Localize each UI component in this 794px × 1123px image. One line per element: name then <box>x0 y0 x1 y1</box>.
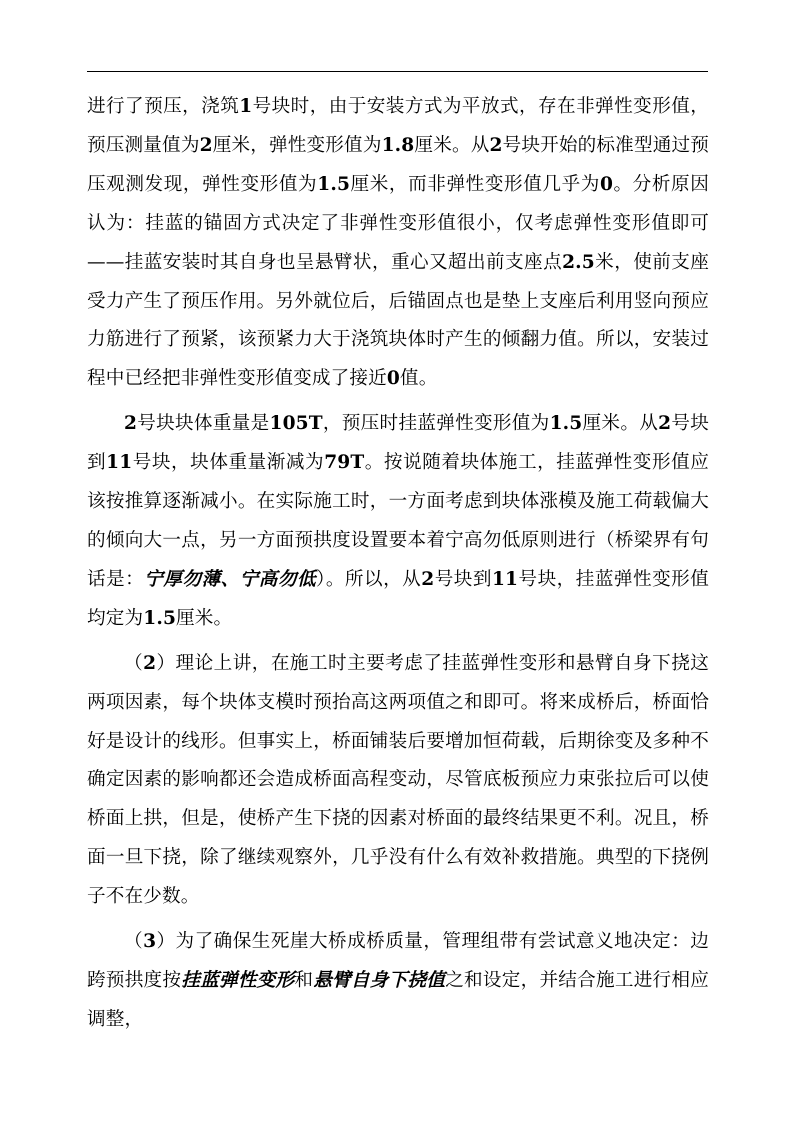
emphasis-text: 悬臂自身下挠值 <box>313 969 446 991</box>
number-text: 105T <box>269 413 323 435</box>
text-run: 进行了预压，浇筑 <box>87 96 240 117</box>
number-text: 2 <box>658 413 672 435</box>
number-text: 2 <box>124 413 138 435</box>
text-run: 厘米。 <box>176 607 233 629</box>
paragraph-2 <box>87 405 709 638</box>
text-run: ，预压时挂蓝弹性变形值为 <box>322 413 550 435</box>
number-text: 1.5 <box>143 607 177 629</box>
number-text: 2.5 <box>562 251 595 273</box>
text-run: 厘米，而非弹性变形值几乎为 <box>350 173 600 195</box>
emphasis-text: 宁厚勿薄、宁高勿低 <box>144 568 317 590</box>
text-run: 号块开始的标准型通过预压观测发现，弹性变形值为 <box>87 134 709 195</box>
number-text: 2 <box>199 134 213 156</box>
number-text: 1 <box>239 96 253 117</box>
text-run: ）理论上讲，在施工时主要考虑了挂蓝弹性变形和悬臂自身下挠这两项因素，每个块体支模时预抬高这两项值之和即可。将来成桥后，桥面恰好是设计的线形。但事实上，桥面铺装后要增加恒荷载，后期徐变及多种不确定因素的影响都还会造成桥面高程变动，尽管底板预应力束张拉后可以使桥面上拱，但是，使桥产生下挠的因素对桥面的最终结果更不利。况且，桥面一旦下挠，除了继续观察外，几乎没有什么有效补救措施。典型的下挠例子不在少数。 <box>87 652 710 908</box>
text-run: 厘米。从 <box>582 413 659 435</box>
text-run: 厘米，弹性变形值为 <box>212 134 382 156</box>
text-run: ）为了确保生死崖大桥成桥质量，管理组带有尝试意义地决定：边跨预拱度按 <box>87 931 710 991</box>
number-text: 1.5 <box>317 173 351 195</box>
text-run: 号块时，由于安装方式为平放式，存在非弹性变形值，预压测量值为 <box>87 96 709 156</box>
text-run: 厘米。从 <box>414 134 490 156</box>
text-run: 号块块体重量是 <box>137 413 270 435</box>
paragraph-4 <box>87 923 709 1040</box>
number-text: 2 <box>421 568 435 590</box>
text-run: 值。 <box>400 368 438 390</box>
text-run: 之和设定，并结合施工进行相应调整， <box>87 969 709 1030</box>
number-text: 0 <box>599 173 614 195</box>
text-run: 号块，块体重量渐减为 <box>132 452 325 474</box>
text-run: （ <box>124 652 144 674</box>
number-text: 2 <box>143 652 157 674</box>
text-run: 号块到 <box>434 568 492 590</box>
number-text: 0 <box>386 368 400 390</box>
text-run: 号块到 <box>87 413 709 474</box>
text-run: 米，使前支座受力产生了预压作用。另外就位后，后锚固点也是垫上支座后利用竖向预应力筋进行了预紧，该预紧力大于浇筑块体时产生的倾翻力值。所以，安装过程中已经把非弹性变形值变成了接近 <box>87 251 709 390</box>
number-text: 2 <box>489 134 503 156</box>
number-text: 1.8 <box>381 134 415 156</box>
text-run: ）。所以，从 <box>316 568 422 590</box>
number-text: 1.5 <box>549 413 583 435</box>
paragraph-1 <box>87 88 709 399</box>
text-run: 和 <box>294 969 314 991</box>
number-text: 11 <box>491 568 519 590</box>
number-text: 11 <box>106 452 133 474</box>
document-body <box>87 88 709 1040</box>
text-run: 号块，挂蓝弹性变形值均定为 <box>87 568 710 629</box>
text-run: 。按说随着块体施工，挂蓝弹性变形值应该按推算逐渐减小。在实际施工时，一方面考虑到块体涨模及施工荷载偏大的倾向大一点，另一方面预拱度设置要本着宁高勿低原则进行（桥梁界有句话是： <box>87 452 709 590</box>
text-run: （ <box>124 931 144 953</box>
number-text: 3 <box>143 931 157 953</box>
number-text: 79T <box>324 452 365 474</box>
text-run: 。分析原因认为：挂蓝的锚固方式决定了非弹性变形值很小，仅考虑弹性变形值即可——挂蓝安装时其自身也呈悬臂状，重心又超出前支座点 <box>87 173 709 273</box>
header-rule <box>87 71 708 72</box>
emphasis-text: 挂蓝弹性变形 <box>181 969 295 991</box>
paragraph-3 <box>87 645 709 917</box>
